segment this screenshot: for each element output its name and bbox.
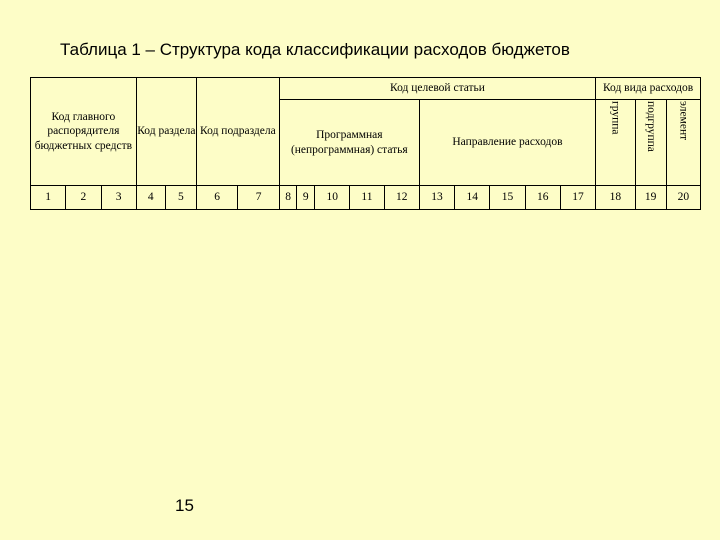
number-cell: 3: [101, 186, 136, 210]
header-section-code: Код раздела: [136, 78, 196, 186]
header-subsection-code: Код подраздела: [196, 78, 279, 186]
header-element-cell: [666, 100, 700, 186]
number-cell: 16: [525, 186, 560, 210]
header-subgroup: подгруппа: [644, 101, 657, 152]
number-cell: 7: [238, 186, 279, 210]
header-main-admin-code: Код главного распорядителя бюджетных средств: [31, 78, 137, 186]
budget-code-table: [30, 77, 701, 210]
number-cell: 11: [350, 186, 384, 210]
number-row: [31, 186, 701, 210]
number-cell: 15: [490, 186, 525, 210]
number-cell: 13: [419, 186, 454, 210]
number-cell: 19: [635, 186, 666, 210]
number-cell: 10: [315, 186, 350, 210]
number-cell: 20: [666, 186, 700, 210]
number-cell: 12: [384, 186, 419, 210]
number-cell: 17: [560, 186, 595, 210]
number-cell: 2: [66, 186, 101, 210]
number-cell: 1: [31, 186, 66, 210]
slide-title: Таблица 1 – Структура кода классификации расходов бюджетов: [60, 40, 570, 59]
number-cell: 5: [165, 186, 196, 210]
header-group-cell: [596, 100, 635, 186]
header-expense-type-code: Код вида расходов: [596, 78, 701, 100]
header-expense-direction: Направление расходов: [419, 100, 595, 186]
header-element: элемент: [677, 101, 690, 141]
number-cell: 14: [455, 186, 490, 210]
number-cell: 8: [279, 186, 297, 210]
header-target-article-code: Код целевой статьи: [279, 78, 595, 100]
header-subgroup-cell: [635, 100, 666, 186]
header-group: группа: [609, 101, 622, 135]
number-cell: 6: [196, 186, 237, 210]
header-program-article: Программная (непрограммная) статья: [279, 100, 419, 186]
number-cell: 9: [297, 186, 315, 210]
number-cell: 4: [136, 186, 165, 210]
page-number: 15: [175, 496, 194, 515]
number-cell: 18: [596, 186, 635, 210]
